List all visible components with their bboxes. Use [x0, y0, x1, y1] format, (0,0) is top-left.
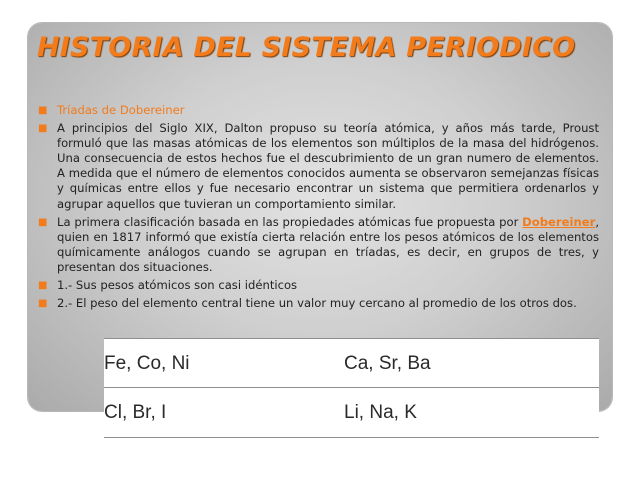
- bullet-list: [37, 103, 599, 314]
- bullet-text-after: , quien en 1817 informó que existía cierta relación entre los pesos atómicos de los elementos químicamente análogos cuando se agrupan en tríadas, es decir, en grupos de tres, y presentan dos situaciones.: [57, 214, 599, 274]
- bullet-text: 2.- El peso del elemento central tiene un valor muy cercano al promedio de los otros dos.: [57, 296, 577, 311]
- table-cell: Ca, Sr, Ba: [344, 353, 431, 374]
- bullet-icon: ■: [38, 298, 48, 310]
- table-cell: Fe, Co, Ni: [104, 353, 190, 374]
- list-item: [37, 121, 599, 212]
- list-item: [37, 103, 599, 118]
- bullet-icon: ■: [38, 123, 48, 135]
- bullet-text: A principios del Siglo XIX, Dalton propuso su teoría atómica, y años más tarde, Proust formuló que las masas atómicas de los elementos son múltiplos de la masa del hidrógenos. Una consecuencia de estos hechos fue el descubrimiento de un gran numero de elementos. A medida que el número de elementos conocidos aumenta se observaron semejanzas físicas y químicas entre ellos y fue necesario encontrar un sistema que permitiera ordenarlos y agrupar aquellos que tuvieran un comportamiento similar.: [57, 121, 599, 211]
- slide-title: HISTORIA DEL SISTEMA PERIODICO: [37, 32, 576, 63]
- list-item: [37, 296, 599, 311]
- bullet-icon: ■: [38, 105, 48, 116]
- triadas-link[interactable]: Tríadas de Dobereiner: [57, 103, 185, 117]
- list-item: [37, 278, 599, 293]
- bullet-text-before: La primera clasificación basada en las propiedades atómicas fue propuesta por: [57, 214, 519, 229]
- table-cell: Cl, Br, I: [104, 402, 167, 423]
- triads-table: [104, 338, 599, 436]
- list-item: [37, 215, 599, 275]
- table-row: [104, 387, 599, 438]
- bullet-text: 1.- Sus pesos atómicos son casi idénticos: [57, 278, 298, 293]
- dobereiner-link[interactable]: Dobereiner: [522, 214, 596, 229]
- bullet-icon: ■: [38, 280, 48, 292]
- table-cell: Li, Na, K: [344, 402, 417, 423]
- bullet-icon: ■: [38, 216, 48, 228]
- table-row: [104, 338, 599, 388]
